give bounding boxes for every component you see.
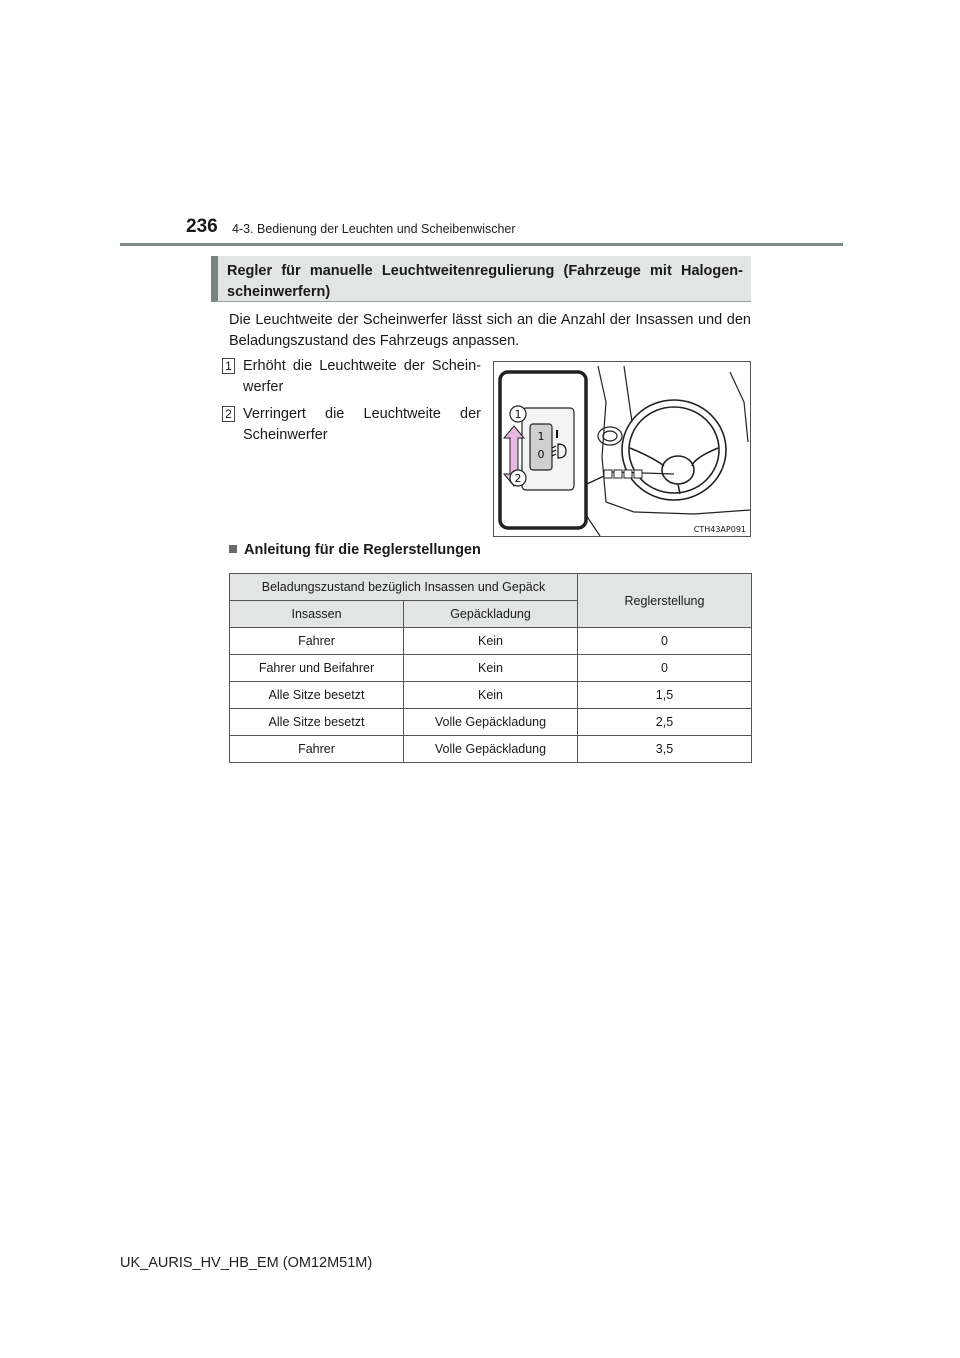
setting-cell: 1,5 — [578, 682, 752, 709]
settings-table — [229, 573, 752, 763]
table-row — [230, 628, 752, 655]
setting-cell: 0 — [578, 655, 752, 682]
luggage-cell: Kein — [404, 655, 578, 682]
callout-text-1: Erhöht die Leuchtweite der Schein-werfer — [243, 358, 481, 395]
steering-wheel-icon — [622, 400, 726, 500]
callout-text-2: Verringert die Leuchtweite der Scheinwerfer — [243, 406, 481, 443]
table-row — [230, 682, 752, 709]
page-number: 236 — [186, 216, 218, 237]
dashboard-illustration — [494, 362, 750, 536]
luggage-cell: Kein — [404, 682, 578, 709]
section-title: 4-3. Bedienung der Leuchten und Scheibenwischer — [232, 222, 516, 236]
luggage-cell: Volle Gepäckladung — [404, 709, 578, 736]
figure-code: CTH43AP091 — [693, 525, 746, 534]
document-code: UK_AURIS_HV_HB_EM (OM12M51M) — [120, 1255, 373, 1271]
dial-label-top: 1 — [537, 430, 545, 443]
dial-label-bottom: 0 — [537, 448, 545, 461]
setting-cell: 0 — [578, 628, 752, 655]
occupants-cell: Fahrer und Beifahrer — [230, 655, 404, 682]
luggage-cell: Kein — [404, 628, 578, 655]
switch-cluster-icon — [604, 470, 642, 478]
figure-callout-2: 2 — [514, 472, 522, 485]
occupants-cell: Fahrer — [230, 628, 404, 655]
table-col-luggage: Gepäckladung — [404, 601, 578, 628]
headlight-dial-figure — [493, 361, 751, 537]
subheading — [229, 542, 481, 558]
setting-cell: 2,5 — [578, 709, 752, 736]
table-row — [230, 709, 752, 736]
table-setting-header: Reglerstellung — [578, 574, 752, 628]
air-vent-icon — [598, 427, 622, 445]
bullet-square-icon — [229, 545, 237, 553]
section-heading: Regler für manuelle Leuchtweitenregulierung (Fahrzeuge mit Halogen-scheinwerfern) — [211, 256, 751, 302]
occupants-cell: Alle Sitze besetzt — [230, 709, 404, 736]
figure-callout-1: 1 — [514, 408, 522, 421]
table-group-header: Beladungszustand bezüglich Insassen und Gepäck — [230, 574, 578, 601]
occupants-cell: Alle Sitze besetzt — [230, 682, 404, 709]
table-row — [230, 736, 752, 763]
callout-number-1: 1 — [222, 358, 235, 374]
table-col-occupants: Insassen — [230, 601, 404, 628]
setting-cell: 3,5 — [578, 736, 752, 763]
intro-paragraph: Die Leuchtweite der Scheinwerfer lässt sich an die Anzahl der Insassen und den Beladungszustand des Fahrzeugs anpassen. — [229, 312, 751, 349]
callout-number-2: 2 — [222, 406, 235, 422]
dashboard-lines — [584, 366, 750, 536]
header-divider — [120, 243, 843, 246]
occupants-cell: Fahrer — [230, 736, 404, 763]
luggage-cell: Volle Gepäckladung — [404, 736, 578, 763]
subheading-text: Anleitung für die Reglerstellungen — [244, 542, 481, 558]
table-row — [230, 655, 752, 682]
